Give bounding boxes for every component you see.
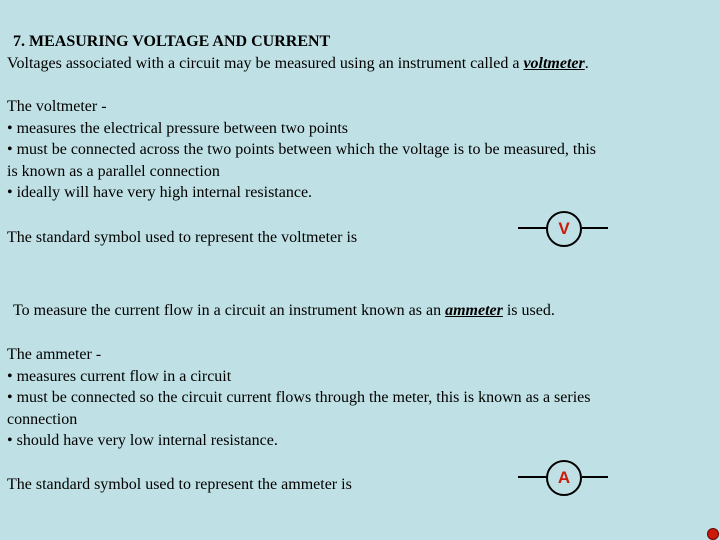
ammeter-bullet: • must be connected so the circuit current flows through the meter, this is known as a series: [7, 389, 591, 406]
ammeter-heading: The ammeter -: [7, 346, 102, 363]
voltmeter-symbol-text: The standard symbol used to represent the voltmeter is: [7, 229, 358, 246]
voltmeter-bullet-continued: is known as a parallel connection: [7, 163, 220, 180]
voltmeter-bullet: • ideally will have very high internal resistance.: [7, 184, 313, 201]
current-intro-post: is used.: [502, 302, 555, 319]
voltmeter-lead-right: [582, 227, 608, 229]
voltmeter-term: voltmeter: [523, 55, 585, 72]
ammeter-letter: A: [557, 468, 571, 487]
current-intro-text: [13, 300, 555, 321]
current-intro-pre: To measure the current flow in a circuit an instrument known as an: [13, 302, 446, 319]
voltmeter-letter: V: [558, 219, 570, 238]
voltmeter-symbol: [518, 211, 608, 247]
voltmeter-circle: [546, 211, 582, 247]
ammeter-lead-right: [582, 476, 608, 478]
voltmeter-bullet: • must be connected across the two points between which the voltage is to be measured, this: [7, 141, 597, 158]
intro-pre: Voltages associated with a circuit may be measured using an instrument called a: [7, 55, 524, 72]
voltmeter-heading: The voltmeter -: [7, 98, 107, 115]
intro-post: .: [584, 55, 589, 72]
voltmeter-lead-left: [518, 227, 548, 229]
ammeter-bullet: • should have very low internal resistance.: [7, 432, 278, 449]
page-title: 7. MEASURING VOLTAGE AND CURRENT: [13, 33, 331, 50]
ammeter-bullet-continued: connection: [7, 411, 78, 428]
slide-nav-dot-icon[interactable]: [707, 528, 719, 540]
ammeter-lead-left: [518, 476, 548, 478]
ammeter-term: ammeter: [445, 302, 503, 319]
intro-text: [7, 53, 589, 74]
voltmeter-bullet: • measures the electrical pressure between two points: [7, 120, 349, 137]
ammeter-symbol-text: The standard symbol used to represent the ammeter is: [7, 476, 352, 493]
ammeter-symbol: [518, 460, 608, 496]
ammeter-circle: [546, 460, 582, 496]
ammeter-bullet: • measures current flow in a circuit: [7, 368, 232, 385]
